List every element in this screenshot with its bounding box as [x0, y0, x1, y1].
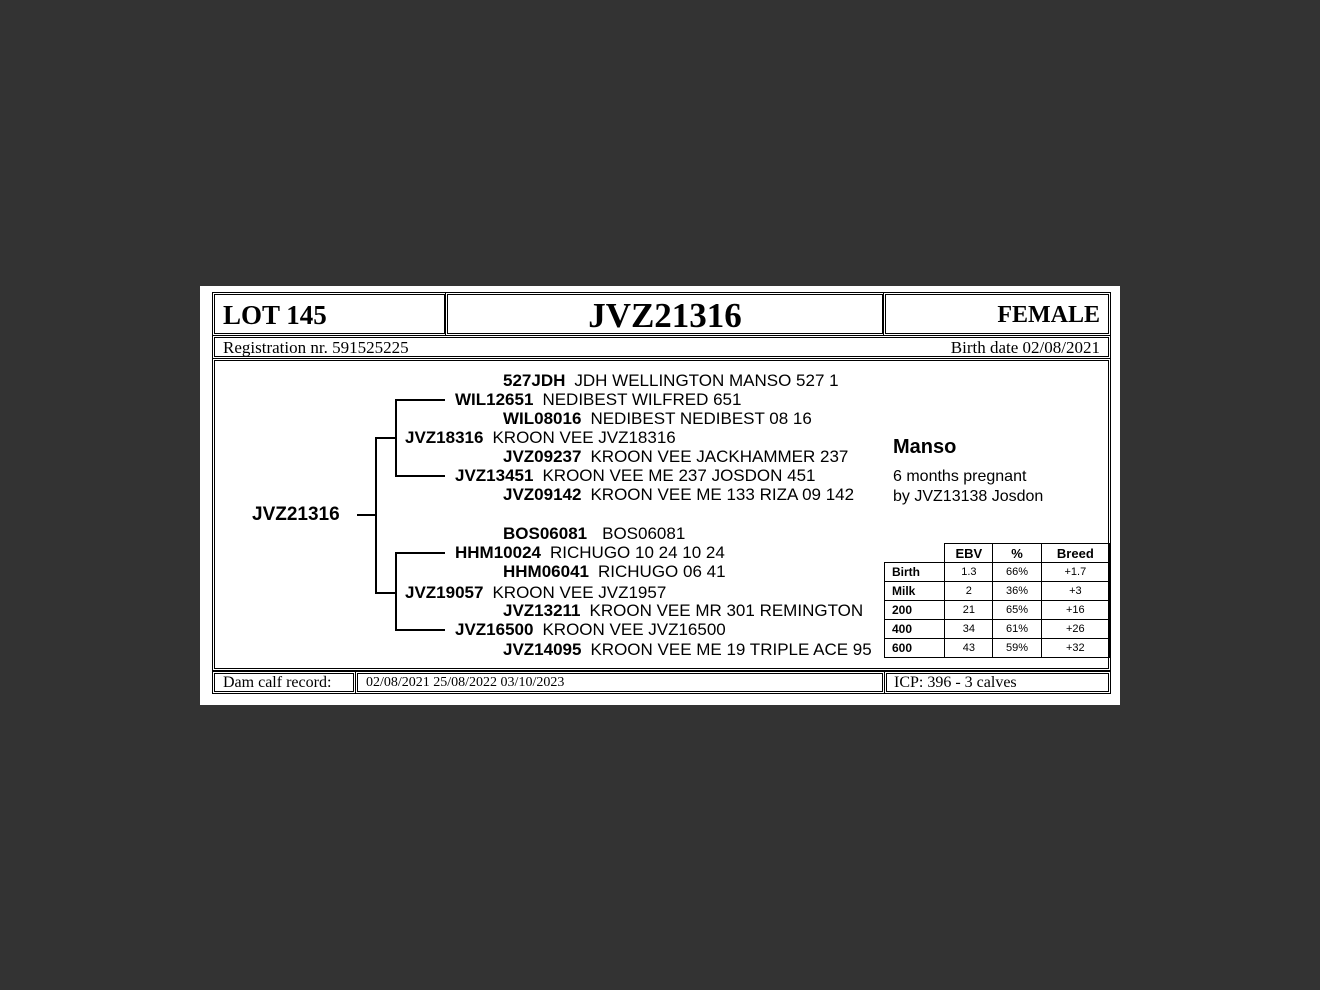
dam-branch-line: [395, 552, 397, 631]
notes-pregnancy: 6 months pregnant: [893, 468, 1027, 485]
ebv-row-birth: Birth 1.3 66% +1.7: [885, 563, 1110, 582]
sex-box: [885, 294, 1109, 334]
ebv-header-pct: %: [993, 544, 1041, 563]
notes-title: Manso: [893, 436, 957, 458]
dam-connector: [375, 592, 397, 594]
pedigree-sire-dam-dam: JVZ09142 KROON VEE ME 133 RIZA 09 142: [503, 485, 855, 504]
sire-dam-connector: [395, 475, 445, 477]
birth-date: Birth date 02/08/2021: [950, 338, 1100, 357]
lot-number: LOT 145: [223, 300, 327, 330]
calf-record-dates: 02/08/2021 25/08/2022 03/10/2023: [366, 675, 565, 690]
icp-box: [886, 673, 1109, 692]
sire-branch-line: [395, 399, 397, 477]
pedigree-dam-dam-dam: JVZ14095 KROON VEE ME 19 TRIPLE ACE 95: [503, 640, 872, 659]
pedigree-sire-sire-dam: WIL08016 NEDIBEST NEDIBEST 08 16: [503, 409, 812, 428]
pedigree-dam-dam-sire: JVZ13211 KROON VEE MR 301 REMINGTON: [503, 601, 864, 620]
calf-record-dates-box: [357, 673, 883, 692]
animal-id-box: [447, 294, 883, 334]
lot-box: [214, 294, 445, 334]
calf-record-label: Dam calf record:: [223, 674, 332, 691]
sex-label: FEMALE: [997, 302, 1100, 328]
trunk-line: [375, 437, 377, 594]
pedigree-dam-sire: HHM10024 RICHUGO 10 24 10 24: [455, 543, 725, 562]
pedigree-dam-dam: JVZ16500 KROON VEE JVZ16500: [455, 620, 726, 639]
sire-sire-connector: [395, 399, 445, 401]
ebv-header-row: [885, 544, 1110, 563]
pedigree-sire-dam-sire: JVZ09237 KROON VEE JACKHAMMER 237: [503, 447, 849, 466]
pedigree-sire-sire-sire: 527JDH JDH WELLINGTON MANSO 527 1: [503, 371, 839, 390]
ebv-row-200: 200 21 65% +16: [885, 601, 1110, 620]
pedigree-sire-dam: JVZ13451 KROON VEE ME 237 JOSDON 451: [455, 466, 816, 485]
animal-id-title: JVZ21316: [588, 296, 742, 335]
ebv-header-breed: Breed: [1041, 544, 1109, 563]
dam-dam-connector: [395, 629, 445, 631]
subject-connector: [357, 514, 375, 516]
pedigree-dam: JVZ19057 KROON VEE JVZ1957: [405, 583, 667, 602]
registration-row: [214, 337, 1109, 357]
pedigree-subject: JVZ21316: [252, 504, 340, 525]
ebv-row-600: 600 43 59% +32: [885, 639, 1110, 658]
icp-value: ICP: 396 - 3 calves: [894, 674, 1017, 691]
lot-card: [200, 286, 1120, 705]
pedigree-dam-sire-sire: BOS06081 BOS06081: [503, 524, 686, 543]
ebv-row-400: 400 34 61% +26: [885, 620, 1110, 639]
dam-sire-connector: [395, 552, 445, 554]
pedigree-dam-sire-dam: HHM06041 RICHUGO 06 41: [503, 562, 726, 581]
ebv-header-ebv: EBV: [945, 544, 993, 563]
registration-number: Registration nr. 591525225: [223, 338, 409, 357]
sire-connector: [375, 437, 397, 439]
ebv-row-milk: Milk 2 36% +3: [885, 582, 1110, 601]
pedigree-sire: JVZ18316 KROON VEE JVZ18316: [405, 428, 676, 447]
ebv-table: [884, 543, 1110, 658]
notes-service-sire: by JVZ13138 Josdon: [893, 488, 1044, 505]
calf-record-label-box: [214, 673, 354, 692]
pedigree-sire-sire: WIL12651 NEDIBEST WILFRED 651: [455, 390, 742, 409]
